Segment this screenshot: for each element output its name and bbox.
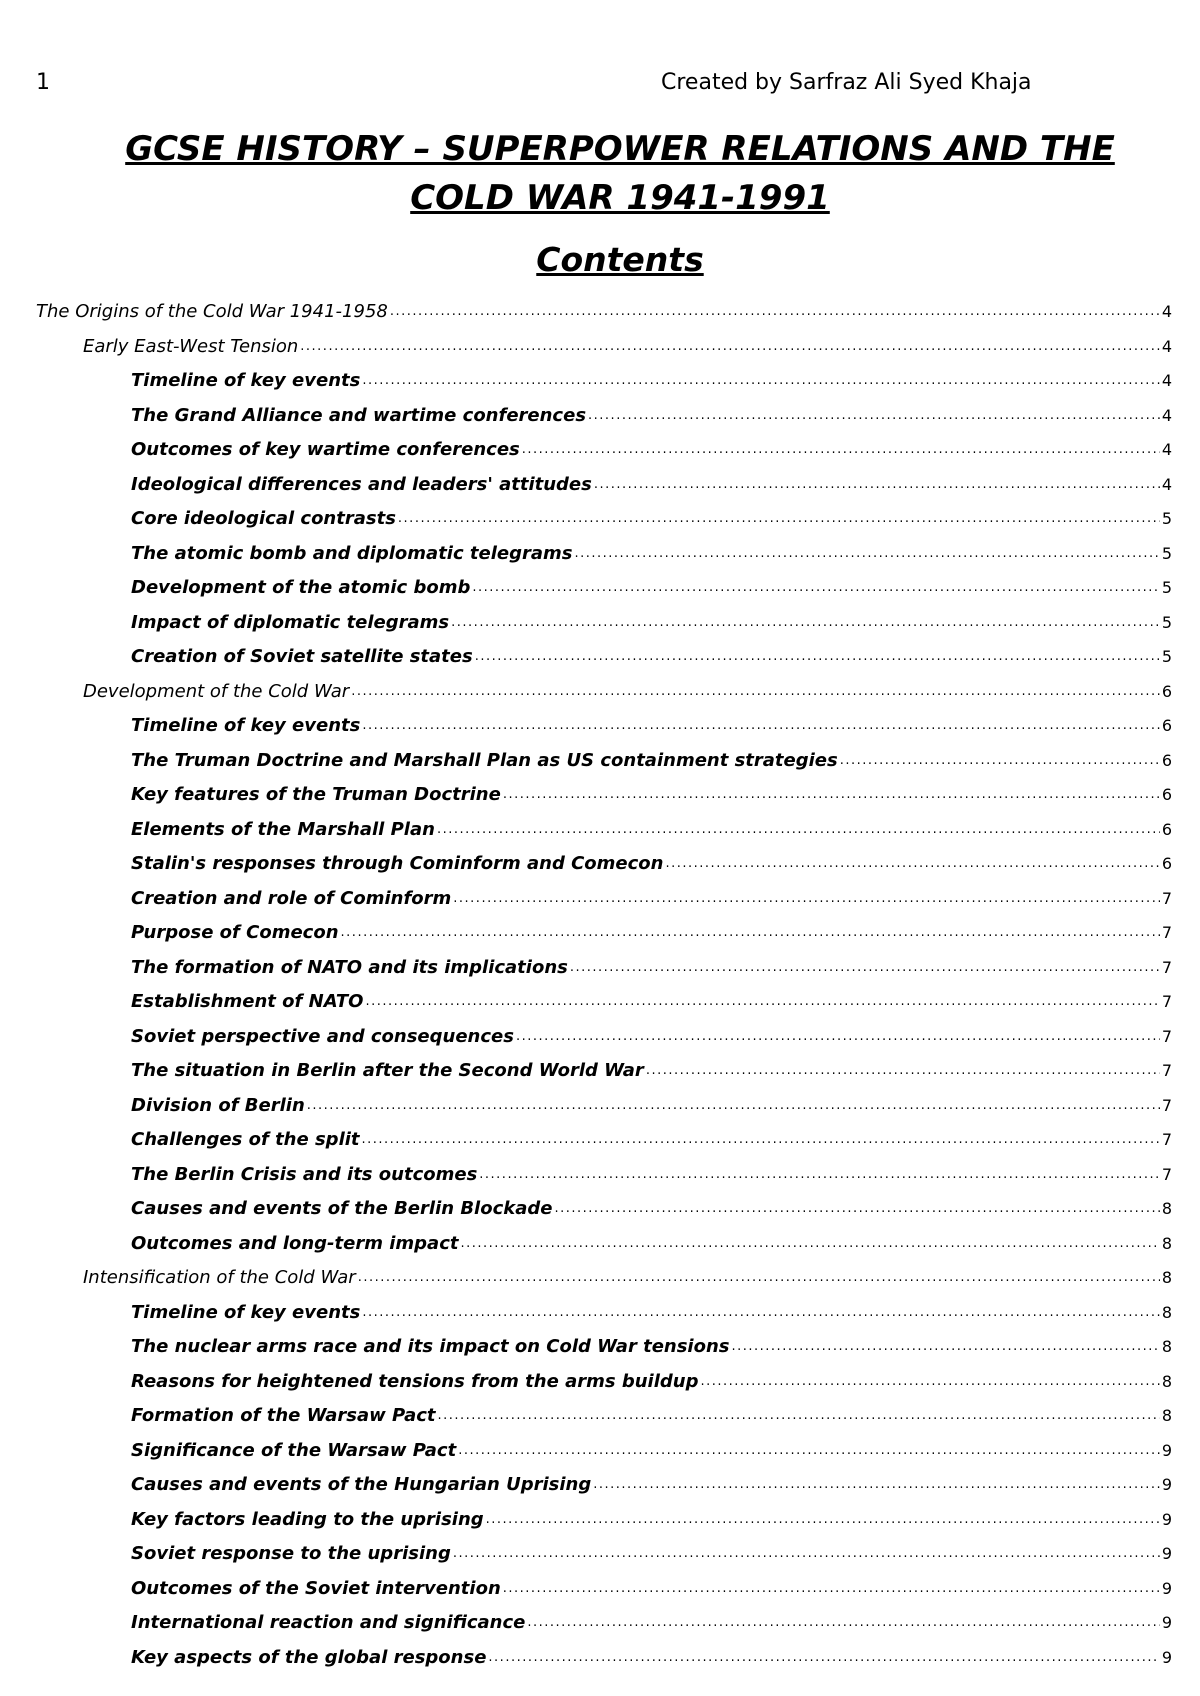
toc-entry-label[interactable]: Early East-West Tension xyxy=(83,335,299,357)
toc-entry-label[interactable]: Causes and events of the Hungarian Uprising xyxy=(131,1474,592,1495)
toc-dot-leader xyxy=(574,537,1159,572)
toc-entry-page-number[interactable]: 7 xyxy=(1161,1026,1172,1046)
toc-dot-leader xyxy=(840,744,1160,779)
toc-entry[interactable] xyxy=(0,847,1172,882)
toc-dot-leader xyxy=(362,1296,1159,1331)
toc-entry[interactable] xyxy=(0,1296,1172,1331)
toc-entry-page-number[interactable]: 5 xyxy=(1161,647,1172,666)
toc-entry[interactable] xyxy=(0,916,1172,951)
toc-entry-page-number[interactable]: 9 xyxy=(1161,1544,1172,1563)
toc-dot-leader xyxy=(307,1089,1160,1124)
toc-entry-page-number[interactable]: 9 xyxy=(1161,1509,1172,1529)
toc-entry-label[interactable]: Causes and events of the Berlin Blockade xyxy=(131,1198,553,1219)
toc-dot-leader xyxy=(390,295,1160,330)
toc-entry-label[interactable]: Elements of the Marshall Plan xyxy=(131,818,435,840)
toc-dot-leader xyxy=(588,399,1160,434)
toc-entry-page-number[interactable]: 8 xyxy=(1161,1302,1172,1322)
toc-entry-page-number[interactable]: 4 xyxy=(1161,302,1172,321)
toc-entry-page-number[interactable]: 6 xyxy=(1161,854,1172,873)
toc-entry[interactable] xyxy=(0,1227,1172,1262)
toc-entry[interactable] xyxy=(0,985,1172,1020)
toc-entry-page-number[interactable]: 5 xyxy=(1161,578,1172,597)
toc-entry-page-number[interactable]: 8 xyxy=(1161,1233,1172,1253)
toc-dot-leader xyxy=(479,1158,1160,1193)
toc-dot-leader xyxy=(593,1468,1160,1503)
toc-dot-leader xyxy=(700,1365,1159,1400)
toc-entry-page-number[interactable]: 4 xyxy=(1161,336,1172,356)
toc-entry-label[interactable]: Stalin's responses through Cominform and Comecon xyxy=(131,853,664,874)
toc-dot-leader xyxy=(451,606,1160,641)
toc-entry-label[interactable]: Core ideological contrasts xyxy=(131,508,396,529)
toc-entry[interactable] xyxy=(0,778,1172,813)
toc-entry-label[interactable]: The Origins of the Cold War 1941-1958 xyxy=(36,301,388,322)
toc-entry[interactable] xyxy=(0,882,1172,917)
toc-entry-page-number[interactable]: 6 xyxy=(1161,819,1172,839)
toc-entry[interactable] xyxy=(0,1468,1172,1503)
toc-entry[interactable] xyxy=(0,1158,1172,1193)
toc-entry[interactable] xyxy=(0,468,1172,503)
toc-entry[interactable] xyxy=(0,1399,1172,1434)
toc-dot-leader xyxy=(570,951,1160,986)
toc-entry-label[interactable]: Reasons for heightened tensions from the arms buildup xyxy=(131,1370,699,1392)
toc-entry-page-number[interactable]: 8 xyxy=(1161,1268,1172,1287)
toc-entry-page-number[interactable]: 6 xyxy=(1161,785,1172,804)
toc-entry[interactable] xyxy=(0,364,1172,399)
toc-entry-label[interactable]: Intensification of the Cold War xyxy=(83,1267,356,1288)
toc-entry-label[interactable]: The Berlin Crisis and its outcomes xyxy=(131,1163,478,1185)
toc-dot-leader xyxy=(351,675,1160,710)
toc-entry-label[interactable]: The atomic bomb and diplomatic telegrams xyxy=(131,542,573,564)
toc-dot-leader xyxy=(503,1572,1160,1607)
toc-dot-leader xyxy=(472,571,1159,606)
toc-entry-label[interactable]: The Truman Doctrine and Marshall Plan as US containment strategies xyxy=(131,749,838,771)
toc-entry[interactable] xyxy=(0,537,1172,572)
toc-entry[interactable] xyxy=(0,571,1172,606)
toc-entry[interactable] xyxy=(0,640,1172,675)
toc-dot-leader xyxy=(460,1227,1159,1262)
toc-entry-page-number[interactable]: 8 xyxy=(1161,1371,1172,1391)
toc-entry-page-number[interactable]: 7 xyxy=(1161,957,1172,977)
toc-entry[interactable] xyxy=(0,399,1172,434)
toc-entry-label[interactable]: Purpose of Comecon xyxy=(131,922,339,943)
toc-entry-label[interactable]: Soviet perspective and consequences xyxy=(131,1025,514,1047)
toc-dot-leader xyxy=(646,1054,1160,1089)
toc-entry-label[interactable]: The situation in Berlin after the Second World War xyxy=(131,1060,644,1081)
toc-entry-page-number[interactable]: 5 xyxy=(1161,612,1172,632)
toc-entry-page-number[interactable]: 5 xyxy=(1161,543,1172,563)
toc-entry[interactable] xyxy=(0,1192,1172,1227)
toc-entry-label[interactable]: Challenges of the split xyxy=(131,1129,360,1150)
toc-entry-page-number[interactable]: 9 xyxy=(1161,1440,1172,1460)
toc-entry-page-number[interactable]: 7 xyxy=(1161,1130,1172,1149)
toc-entry-label[interactable]: Development of the Cold War xyxy=(83,680,350,702)
toc-dot-leader xyxy=(486,1503,1160,1538)
toc-entry-label[interactable]: Creation and role of Cominform xyxy=(131,887,452,909)
toc-dot-leader xyxy=(300,330,1160,365)
toc-entry-label[interactable]: Timeline of key events xyxy=(131,715,361,736)
toc-dot-leader xyxy=(398,502,1160,537)
toc-dot-leader xyxy=(516,1020,1160,1055)
toc-dot-leader xyxy=(732,1330,1160,1365)
toc-entry-label[interactable]: Timeline of key events xyxy=(131,1301,361,1323)
document-title-line-2: COLD WAR 1941-1991 xyxy=(410,178,830,218)
toc-entry-label[interactable]: Timeline of key events xyxy=(131,370,361,391)
toc-entry-label[interactable]: Significance of the Warsaw Pact xyxy=(131,1439,457,1461)
toc-dot-leader xyxy=(437,813,1160,848)
author-credit: Created by Sarfraz Ali Syed Khaja xyxy=(661,70,1032,95)
toc-dot-leader xyxy=(453,1537,1160,1572)
toc-entry-label[interactable]: The Grand Alliance and wartime conferences xyxy=(131,404,587,426)
toc-entry-page-number[interactable]: 4 xyxy=(1161,405,1172,425)
toc-dot-leader xyxy=(503,778,1160,813)
toc-entry[interactable] xyxy=(0,1537,1172,1572)
document-title xyxy=(40,125,1200,223)
toc-entry-label[interactable]: Key aspects of the global response xyxy=(131,1646,487,1668)
toc-entry-label[interactable]: Outcomes of key wartime conferences xyxy=(131,439,520,460)
toc-entry[interactable] xyxy=(0,1606,1172,1641)
toc-entry-page-number[interactable]: 4 xyxy=(1161,371,1172,390)
toc-entry-label[interactable]: International reaction and significance xyxy=(131,1612,526,1633)
toc-entry-page-number[interactable]: 7 xyxy=(1161,923,1172,942)
toc-entry-label[interactable]: The formation of NATO and its implications xyxy=(131,956,568,978)
toc-entry-page-number[interactable]: 6 xyxy=(1161,681,1172,701)
toc-dot-leader xyxy=(365,985,1159,1020)
toc-entry-label[interactable]: Key features of the Truman Doctrine xyxy=(131,784,501,805)
toc-dot-leader xyxy=(594,468,1160,503)
page-number: 1 xyxy=(36,70,50,95)
toc-entry-label[interactable]: Establishment of NATO xyxy=(131,991,364,1012)
toc-dot-leader xyxy=(453,882,1160,917)
toc-entry[interactable] xyxy=(0,813,1172,848)
toc-dot-leader xyxy=(488,1641,1159,1676)
toc-entry-page-number[interactable]: 9 xyxy=(1161,1613,1172,1632)
toc-entry[interactable] xyxy=(0,1503,1172,1538)
toc-entry-label[interactable]: The nuclear arms race and its impact on Cold War tensions xyxy=(131,1336,730,1357)
toc-entry[interactable] xyxy=(0,1365,1172,1400)
toc-entry-page-number[interactable]: 7 xyxy=(1161,888,1172,908)
toc-entry-page-number[interactable]: 4 xyxy=(1161,440,1172,459)
toc-dot-leader xyxy=(438,1399,1160,1434)
toc-entry[interactable] xyxy=(0,744,1172,779)
toc-entry[interactable] xyxy=(0,1434,1172,1469)
toc-entry[interactable] xyxy=(0,295,1172,330)
toc-entry-page-number[interactable]: 6 xyxy=(1161,750,1172,770)
toc-dot-leader xyxy=(362,364,1159,399)
toc-entry[interactable] xyxy=(0,709,1172,744)
toc-entry-page-number[interactable]: 9 xyxy=(1161,1578,1172,1598)
toc-entry[interactable] xyxy=(0,1641,1172,1676)
toc-entry-page-number[interactable]: 7 xyxy=(1161,992,1172,1011)
toc-entry-page-number[interactable]: 8 xyxy=(1161,1199,1172,1218)
toc-entry-label[interactable]: Soviet response to the uprising xyxy=(131,1543,451,1564)
table-of-contents xyxy=(0,295,1200,1675)
toc-entry-page-number[interactable]: 9 xyxy=(1161,1475,1172,1494)
toc-entry-page-number[interactable]: 7 xyxy=(1161,1061,1172,1080)
toc-entry[interactable] xyxy=(0,1089,1172,1124)
toc-entry[interactable] xyxy=(0,1020,1172,1055)
toc-entry[interactable] xyxy=(0,1054,1172,1089)
toc-entry-page-number[interactable]: 6 xyxy=(1161,716,1172,735)
toc-dot-leader xyxy=(554,1192,1159,1227)
toc-dot-leader xyxy=(341,916,1160,951)
toc-entry[interactable] xyxy=(0,675,1172,710)
toc-dot-leader xyxy=(666,847,1160,882)
toc-entry-label[interactable]: Division of Berlin xyxy=(131,1094,305,1116)
toc-entry-page-number[interactable]: 7 xyxy=(1161,1164,1172,1184)
toc-entry-label[interactable]: Creation of Soviet satellite states xyxy=(131,646,473,667)
contents-heading: Contents xyxy=(536,240,704,279)
toc-dot-leader xyxy=(458,1434,1160,1469)
toc-entry[interactable] xyxy=(0,502,1172,537)
page-header xyxy=(36,70,1166,102)
toc-entry[interactable] xyxy=(0,951,1172,986)
document-title-line-1: GCSE HISTORY – SUPERPOWER RELATIONS AND THE xyxy=(125,129,1115,169)
toc-entry-label[interactable]: Formation of the Warsaw Pact xyxy=(131,1405,436,1426)
toc-entry-page-number[interactable]: 5 xyxy=(1161,509,1172,528)
toc-entry[interactable] xyxy=(0,1261,1172,1296)
toc-dot-leader xyxy=(522,433,1160,468)
toc-entry-label[interactable]: Ideological differences and leaders' attitudes xyxy=(131,473,592,495)
toc-dot-leader xyxy=(527,1606,1159,1641)
toc-entry-page-number[interactable]: 9 xyxy=(1161,1647,1172,1667)
toc-entry[interactable] xyxy=(0,1572,1172,1607)
toc-entry-label[interactable]: Outcomes and long-term impact xyxy=(131,1232,459,1254)
toc-entry-label[interactable]: Outcomes of the Soviet intervention xyxy=(131,1577,501,1599)
toc-dot-leader xyxy=(475,640,1160,675)
toc-entry[interactable] xyxy=(0,1330,1172,1365)
toc-entry-page-number[interactable]: 7 xyxy=(1161,1095,1172,1115)
toc-dot-leader xyxy=(358,1261,1160,1296)
toc-entry-label[interactable]: Key factors leading to the uprising xyxy=(131,1508,484,1530)
toc-dot-leader xyxy=(362,1123,1160,1158)
toc-entry-page-number[interactable]: 4 xyxy=(1161,474,1172,494)
toc-dot-leader xyxy=(362,709,1159,744)
toc-entry[interactable] xyxy=(0,606,1172,641)
toc-entry-page-number[interactable]: 8 xyxy=(1161,1406,1172,1425)
toc-entry[interactable] xyxy=(0,330,1172,365)
toc-entry-label[interactable]: Impact of diplomatic telegrams xyxy=(131,611,450,633)
toc-entry-label[interactable]: Development of the atomic bomb xyxy=(131,577,471,598)
toc-entry-page-number[interactable]: 8 xyxy=(1161,1337,1172,1356)
toc-entry[interactable] xyxy=(0,1123,1172,1158)
toc-entry[interactable] xyxy=(0,433,1172,468)
